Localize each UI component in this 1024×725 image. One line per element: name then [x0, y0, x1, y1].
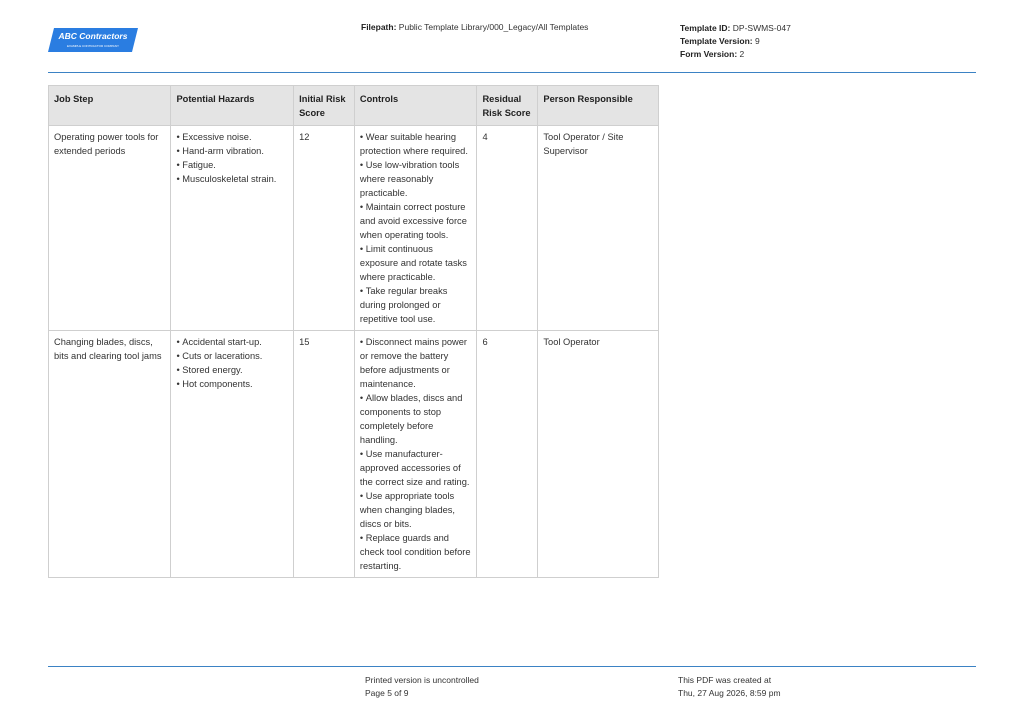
header-initial-risk: Initial Risk Score: [294, 86, 355, 126]
hazard-item: • Hand-arm vibration.: [176, 144, 288, 158]
cell-controls: [354, 331, 477, 578]
cell-initial-risk: 15: [294, 331, 355, 578]
control-item: • Use appropriate tools when changing blades, discs or bits.: [360, 489, 472, 531]
form-version-value: 2: [739, 49, 745, 59]
cell-hazards: [171, 331, 294, 578]
hazard-item: • Fatigue.: [176, 158, 288, 172]
template-id-label: Template ID:: [680, 23, 731, 33]
swms-table: [48, 85, 659, 578]
created-label: This PDF was created at: [678, 675, 772, 685]
control-item: • Maintain correct posture and avoid excessive force when operating tools.: [360, 200, 472, 242]
header-person-responsible: Person Responsible: [538, 86, 659, 126]
hazard-item: • Excessive noise.: [176, 130, 288, 144]
control-item: • Limit continuous exposure and rotate tasks where practicable.: [360, 242, 472, 284]
cell-residual-risk: 4: [477, 126, 538, 331]
uncontrolled-notice: Printed version is uncontrolled: [365, 675, 479, 685]
page-number: Page 5 of 9: [365, 687, 409, 698]
template-id-value: DP-SWMS-047: [732, 23, 791, 33]
footer-page-info: [365, 674, 479, 699]
cell-person-responsible: Tool Operator / Site Supervisor: [538, 126, 659, 331]
hazard-item: • Stored energy.: [176, 363, 288, 377]
header-job-step: Job Step: [49, 86, 171, 126]
hazard-item: • Accidental start-up.: [176, 335, 288, 349]
template-id: [680, 22, 791, 35]
control-item: • Use manufacturer-approved accessories of the correct size and rating.: [360, 447, 472, 489]
created-timestamp: Thu, 27 Aug 2026, 8:59 pm: [678, 687, 781, 698]
filepath-label: Filepath:: [361, 22, 397, 32]
logo-name: ABC Contractors: [58, 31, 128, 41]
cell-controls: [354, 126, 477, 331]
control-item: • Use low-vibration tools where reasonably practicable.: [360, 158, 472, 200]
cell-residual-risk: 6: [477, 331, 538, 578]
header-potential-hazards: Potential Hazards: [171, 86, 294, 126]
table-row: [49, 126, 659, 331]
control-item: • Wear suitable hearing protection where required.: [360, 130, 472, 158]
filepath: [361, 22, 588, 32]
control-item: • Disconnect mains power or remove the battery before adjustments or maintenance.: [360, 335, 472, 391]
company-logo: [48, 26, 138, 52]
filepath-value: Public Template Library/000_Legacy/All Templates: [398, 22, 589, 32]
cell-job-step: Changing blades, discs, bits and clearing tool jams: [49, 331, 171, 578]
cell-person-responsible: Tool Operator: [538, 331, 659, 578]
hazard-item: • Hot components.: [176, 377, 288, 391]
header-residual-risk: Residual Risk Score: [477, 86, 538, 126]
footer-created-info: [678, 674, 781, 699]
template-version-label: Template Version:: [680, 36, 753, 46]
logo-tagline: EXAMPLE CONTRACTOR COMPANY: [67, 44, 119, 48]
header-divider: [48, 72, 976, 73]
template-version-value: 9: [754, 36, 760, 46]
control-item: • Take regular breaks during prolonged or repetitive tool use.: [360, 284, 472, 326]
header-controls: Controls: [354, 86, 477, 126]
table-header-row: [49, 86, 659, 126]
hazard-item: • Cuts or lacerations.: [176, 349, 288, 363]
footer-divider: [48, 666, 976, 667]
cell-job-step: Operating power tools for extended periods: [49, 126, 171, 331]
control-item: • Allow blades, discs and components to stop completely before handling.: [360, 391, 472, 447]
table-row: [49, 331, 659, 578]
control-item: • Replace guards and check tool condition before restarting.: [360, 531, 472, 573]
form-version: [680, 48, 791, 61]
hazard-item: • Musculoskeletal strain.: [176, 172, 288, 186]
cell-initial-risk: 12: [294, 126, 355, 331]
template-meta: [680, 22, 791, 61]
form-version-label: Form Version:: [680, 49, 738, 59]
cell-hazards: [171, 126, 294, 331]
template-version: [680, 35, 791, 48]
